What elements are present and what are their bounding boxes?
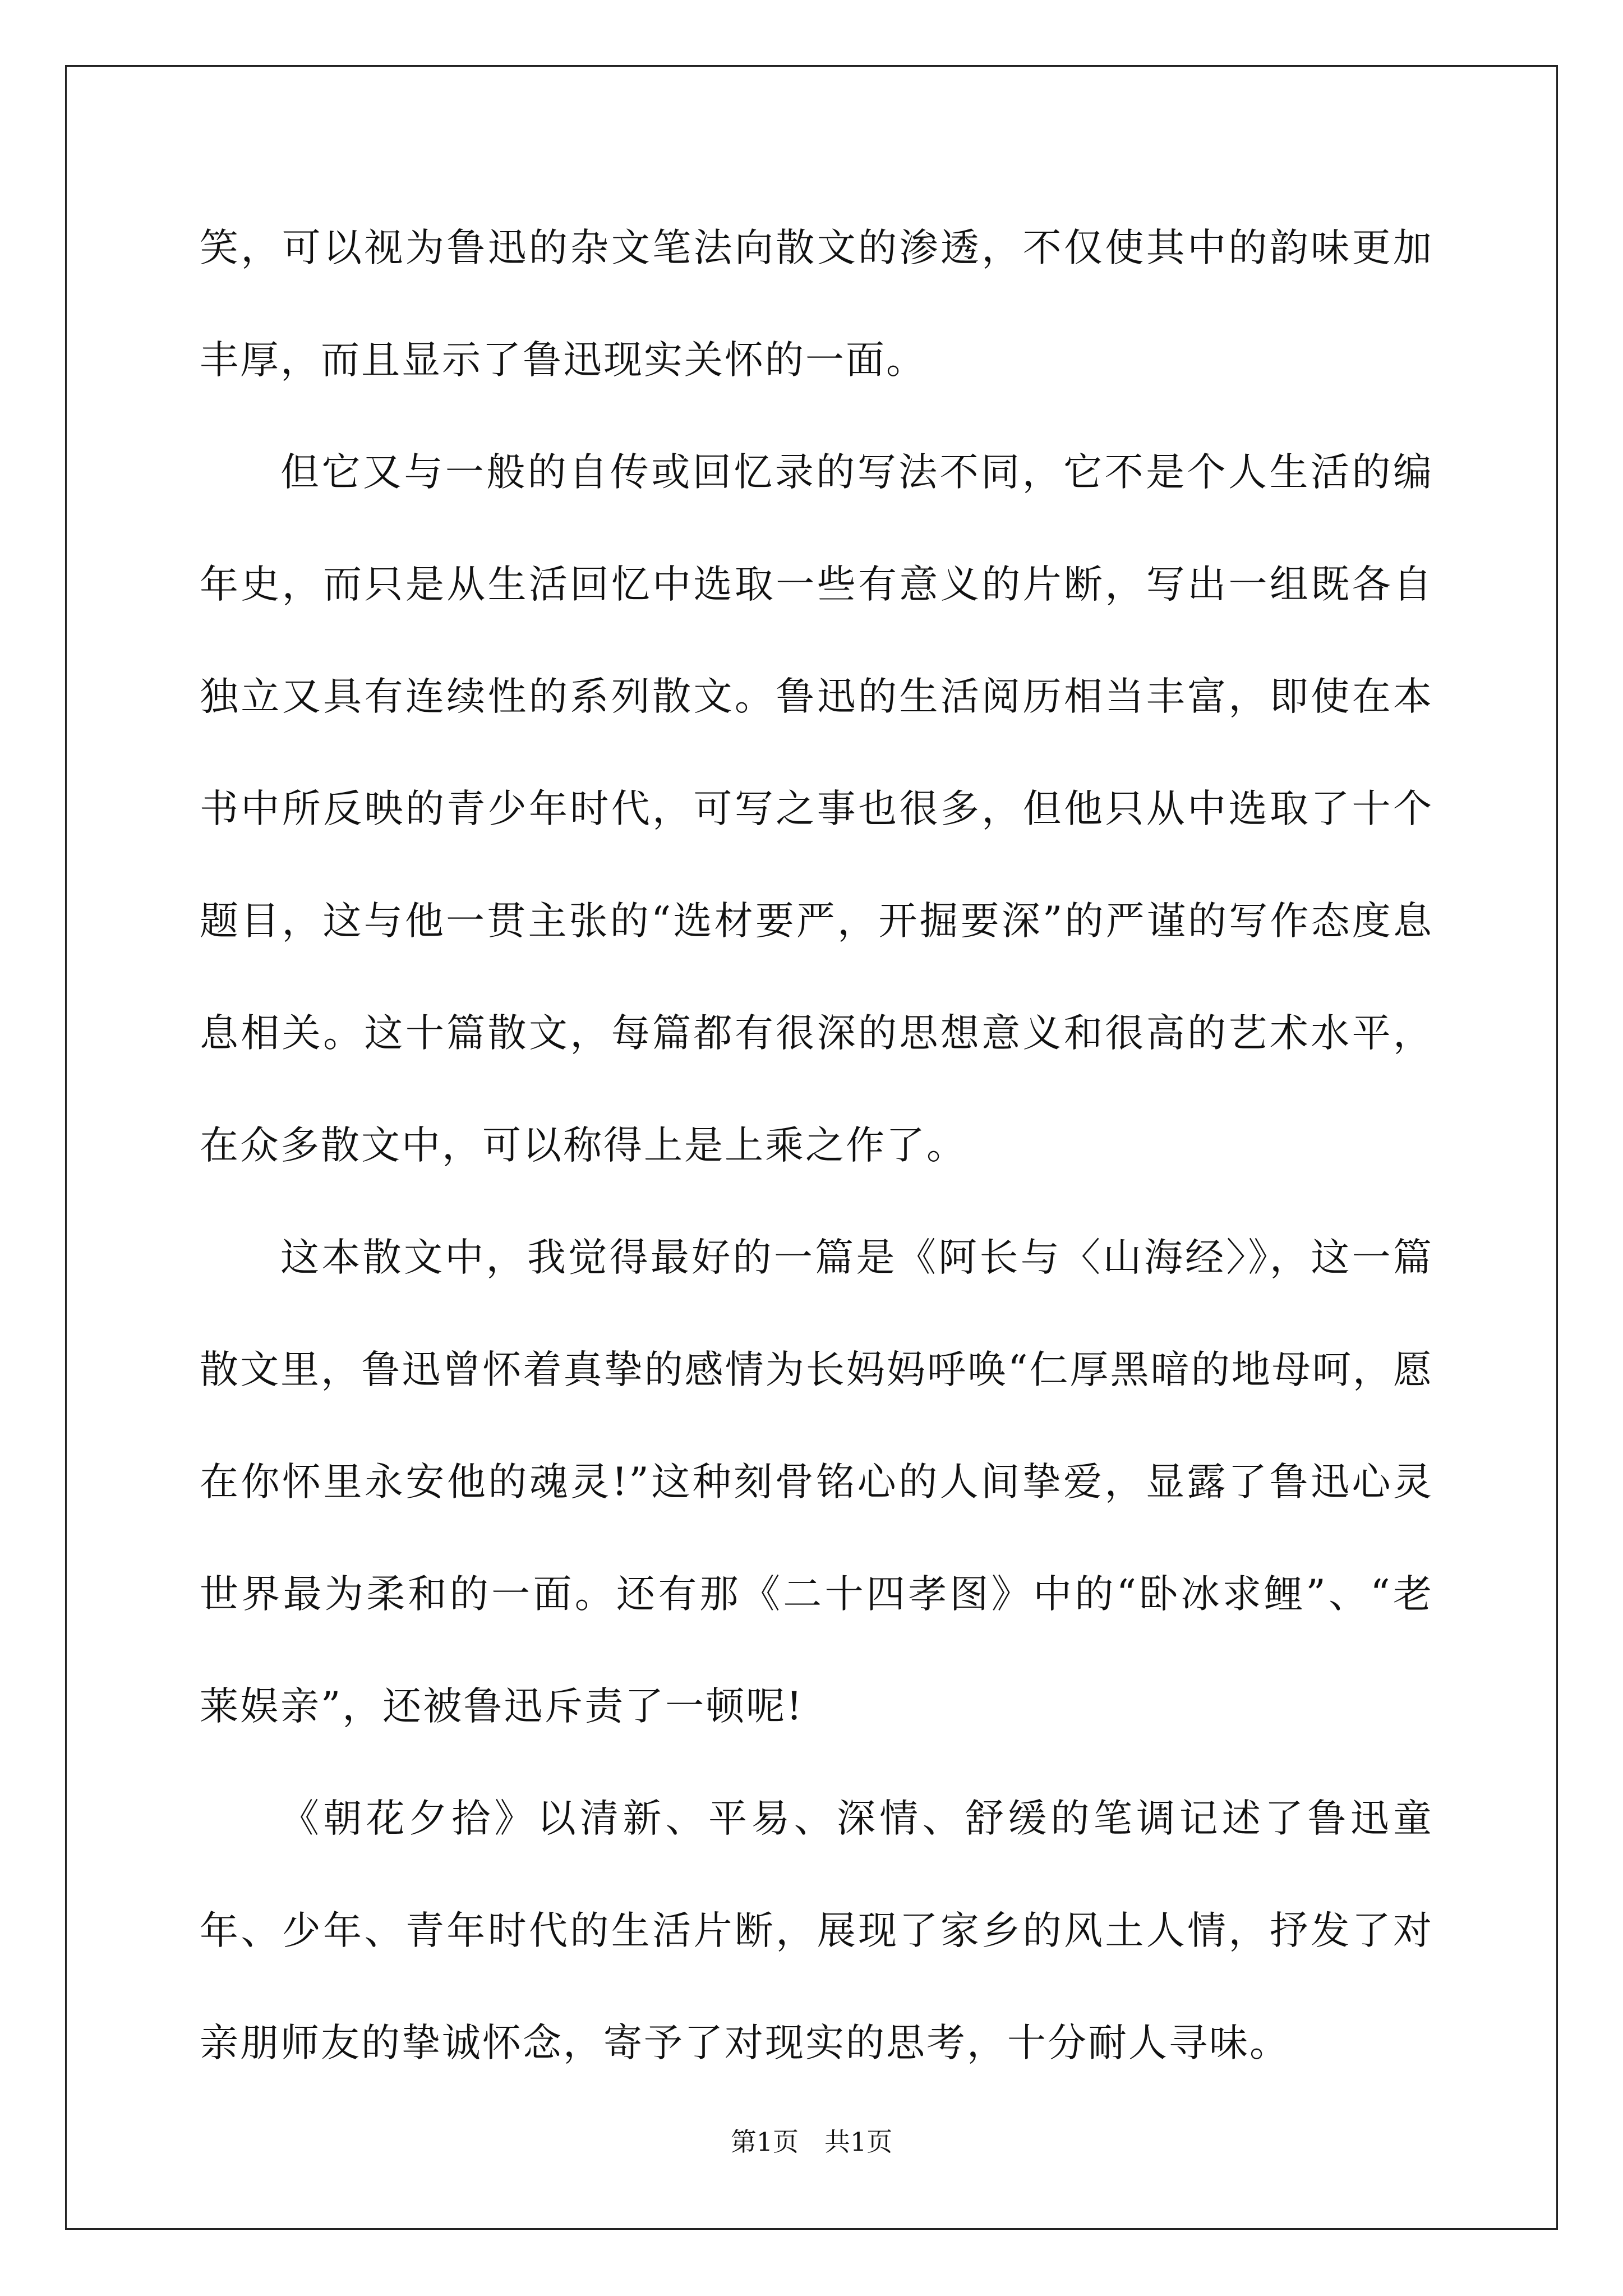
paragraph-2: 但它又与一般的自传或回忆录的写法不同，它不是个人生活的编年史，而只是从生活回忆中选取一些有意义的片断，写出一组既各自独立又具有连续性的系列散文。鲁迅的生活阅历相当丰富，即使在本书中所反映的青少年时代，可写之事也很多，但他只从中选取了十个题目，这与他一贯主张的“选材要严，开掘要深”的严谨的写作态度息息相关。这十篇散文，每篇都有很深的思想意义和很高的艺术水平，在众多散文中，可以称得上是上乘之作了。 [200,450,1433,1168]
paragraph-4: 《朝花夕拾》以清新、平易、深情、舒缓的笔调记述了鲁迅童年、少年、青年时代的生活片断，展现了家乡的风土人情，抒发了对亲朋师友的挚诚怀念，寄予了对现实的思考，十分耐人寻味。 [200,1796,1433,2065]
paragraph-3: 这本散文中，我觉得最好的一篇是《阿长与〈山海经〉》，这一篇散文里，鲁迅曾怀着真挚的感情为长妈妈呼唤“仁厚黑暗的地母呵，愿在你怀里永安他的魂灵!”这种刻骨铭心的人间挚爱，显露了鲁迅心灵世界最为柔和的一面。还有那《二十四孝图》中的“卧冰求鲤”、“老莱娱亲”，还被鲁迅斥责了一顿呢! [200,1235,1433,1729]
document-body [200,192,1433,2099]
page-number-footer: 第1页 共1页 [730,2127,893,2157]
paragraph-1: 笑，可以视为鲁迅的杂文笔法向散文的渗透，不仅使其中的韵味更加丰厚，而且显示了鲁迅现实关怀的一面。 [200,226,1433,383]
